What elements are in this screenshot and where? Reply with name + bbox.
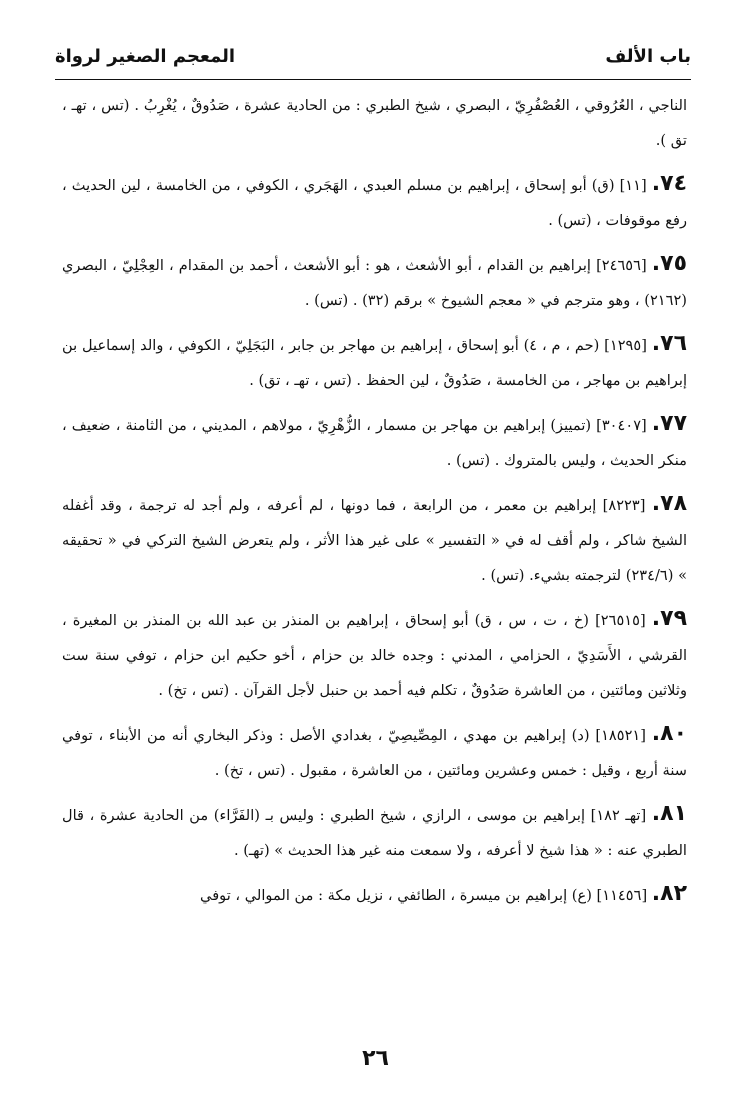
- entry-number: ٧٧.: [651, 411, 688, 436]
- entry-text: [تهـ ١٨٢] إبراهيم بن موسى ، الرازي ، شيخ الطبري : وليس بـ (الفَرَّاء) من الحادية عشرة ، قال الطبري عنه : « هذا شيخ لا أعرفه ، ولا سمعت منه غير هذا الحديث » (تهـ) .: [62, 807, 687, 859]
- entries-body: [62, 88, 687, 921]
- section-title: باب الألف: [605, 46, 691, 67]
- entry-text: [٣٠٤٠٧] (تمييز) إبراهيم بن مهاجر بن مسمار ، الزُّهْرِيّ ، مولاهم ، المديني ، من الثامنة ، ضعيف ، منكر الحديث ، وليس بالمتروك . (تس) .: [62, 417, 687, 469]
- entry-76: [62, 326, 687, 398]
- entry-82: [62, 876, 687, 913]
- entry-79: [62, 601, 687, 708]
- entry-number: ٧٦.: [651, 331, 687, 356]
- page-number: ٢٦: [362, 1046, 389, 1071]
- entry-number: ٨١.: [651, 801, 687, 826]
- entry-text: [١٢٩٥] (حم ، م ، ٤) أبو إسحاق ، إبراهيم بن مهاجر بن جابر ، البَجَلِيّ ، الكوفي ، والد إسماعيل بن إبراهيم بن مهاجر ، من الخامسة ، صَدُوقٌ ، لين الحفظ . (تس ، تهـ ، تق) .: [62, 337, 687, 389]
- entry-continuation: [62, 88, 687, 158]
- entry-75: [62, 246, 687, 318]
- entry-81: [62, 796, 687, 868]
- entry-number: ٨٠.: [651, 721, 688, 746]
- entry-number: ٧٩.: [651, 606, 687, 631]
- entry-number: ٧٨.: [651, 491, 687, 516]
- entry-text: الناجي ، العُرُوقي ، العُصْفُرِيّ ، البصري ، شيخ الطبري : من الحادية عشرة ، صَدُوقٌ ، يُغْرِبُ . (تس ، تهـ ، تق ).: [62, 97, 687, 149]
- entry-text: [٢٤٦٥٦] إبراهيم بن القدام ، أبو الأشعث ، هو : أبو الأشعث ، أحمد بن المقدام ، العِجْلِيّ ، البصري (٢١٦٢) ، وهو مترجم في « معجم الشيوخ » برقم (٣٢) . (تس) .: [62, 257, 687, 309]
- page-header: [55, 40, 691, 76]
- entry-77: [62, 406, 687, 478]
- entry-number: ٧٤.: [651, 171, 687, 196]
- entry-text: [١١] (ق) أبو إسحاق ، إبراهيم بن مسلم العبدي ، الهَجَري ، الكوفي ، من الخامسة ، لين الحديث ، رفع موقوفات ، (تس) .: [62, 177, 687, 229]
- entry-text: [١١٤٥٦] (ع) إبراهيم بن ميسرة ، الطائفي ، نزيل مكة : من الموالي ، توفي: [200, 887, 648, 904]
- entry-80: [62, 716, 687, 788]
- entry-74: [62, 166, 687, 238]
- entry-78: [62, 486, 687, 593]
- entry-number: ٨٢.: [651, 881, 687, 906]
- entry-text: [٢٦٥١٥] (خ ، ت ، س ، ق) أبو إسحاق ، إبراهيم بن المنذر بن عبد الله بن المنذر بن المغيرة ، القرشي ، الأَسَدِيّ ، الحزامي ، المدني : وجده خالد بن حزام ، أخو حكيم ابن حزام ، توفي سنة ست وثلاثين ومائتين ، من العاشرة صَدُوقٌ ، تكلم فيه أحمد بن حنبل لأجل القرآن . (تس ، تخ) .: [62, 612, 687, 699]
- header-rule: [55, 79, 691, 80]
- entry-text: [١٨٥٢١] (د) إبراهيم بن مهدي ، المِصِّيصِيّ ، بغدادي الأصل : وذكر البخاري أنه من الأبناء ، توفي سنة أربع ، وقيل : خمس وعشرين ومائتين ، من العاشرة ، مقبول . (تس ، تخ) .: [62, 727, 687, 779]
- entry-text: [٨٢٢٣] إبراهيم بن معمر ، من الرابعة ، فما دونها ، لم أعرفه ، ولم أجد له ترجمة ، وقد أغفله الشيخ شاكر ، ولم أقف له في « التفسير » على غير هذا الأثر ، ولم يتعرض الشيخ التركي في « تحقيقه » (٢٣٤/٦) لترجمته بشيء. (تس) .: [62, 497, 687, 584]
- book-title: المعجم الصغير لرواة: [55, 46, 236, 67]
- entry-number: ٧٥.: [651, 251, 687, 276]
